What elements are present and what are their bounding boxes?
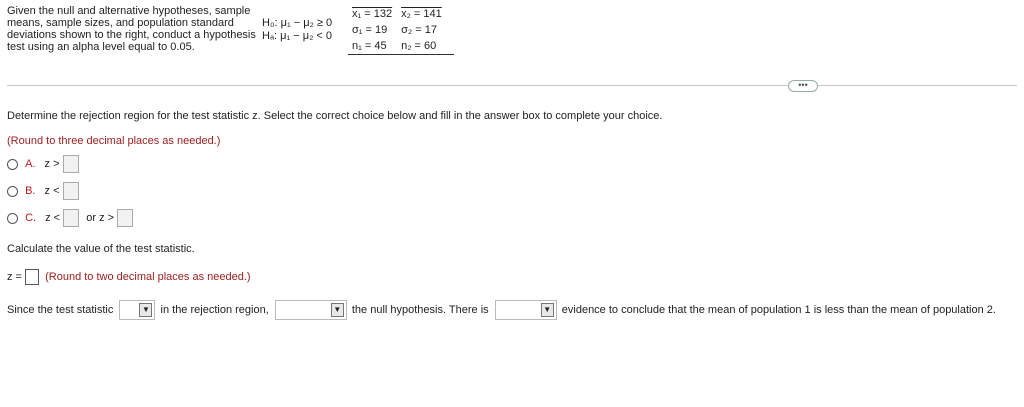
null-hypothesis: H₀: μ₁ − μ₂ ≥ 0 (262, 17, 333, 29)
problem-line-1: Given the null and alternative hypotheses, sample (7, 5, 251, 17)
more-options-button[interactable]: ••• (788, 80, 818, 92)
sample-mean-2: x₂ = 141 (401, 8, 442, 20)
section-divider (7, 85, 1017, 86)
sample-size-2: n₂ = 60 (401, 40, 437, 52)
evidence-dropdown[interactable] (495, 300, 557, 320)
choice-c-radio[interactable] (7, 213, 18, 224)
question3-row (7, 300, 996, 320)
sample-stats-table (348, 6, 454, 55)
problem-statement (7, 5, 257, 53)
choice-a[interactable] (7, 155, 79, 173)
choice-a-letter: A. (25, 157, 36, 170)
sigma-2: σ₂ = 17 (401, 24, 437, 36)
question2-prompt: Calculate the value of the test statistic. (7, 243, 195, 255)
problem-line-4: test using an alpha level equal to 0.05. (7, 41, 195, 53)
choice-b-letter: B. (25, 184, 36, 197)
null-hypothesis-decision-dropdown[interactable] (275, 300, 347, 320)
choice-b-radio[interactable] (7, 186, 18, 197)
problem-line-3: deviations shown to the right, conduct a hypothesis (7, 29, 256, 41)
question2-note: (Round to two decimal places as needed.) (45, 270, 251, 283)
question3-part2: in the rejection region, (160, 304, 269, 316)
question1-prompt: Determine the rejection region for the test statistic z. Select the correct choice below and fill in the answer box to complete your choice. (7, 110, 663, 122)
test-statistic-prefix: z = (7, 270, 22, 283)
alternative-hypothesis: Hₐ: μ₁ − μ₂ < 0 (262, 30, 332, 42)
choice-c[interactable] (7, 209, 133, 227)
sample-size-1: n₁ = 45 (352, 40, 387, 52)
choice-b-answer-box[interactable] (63, 182, 79, 200)
problem-line-2: means, sample sizes, and population standard (7, 17, 234, 29)
choice-c-letter: C. (25, 211, 37, 224)
choice-a-answer-box[interactable] (63, 155, 79, 173)
sample-mean-1: x₁ = 132 (352, 8, 393, 20)
choice-a-radio[interactable] (7, 159, 18, 170)
choice-b-text: z < (44, 184, 60, 197)
question3-part1: Since the test statistic (7, 304, 114, 316)
choice-c-answer-box-upper[interactable] (117, 209, 133, 227)
question1-note: (Round to three decimal places as needed.) (7, 135, 221, 147)
test-statistic-location-dropdown[interactable] (119, 300, 155, 320)
sigma-1: σ₁ = 19 (352, 24, 388, 36)
test-statistic-input[interactable] (25, 269, 39, 285)
choice-a-text: z > (44, 157, 60, 170)
chevron-down-icon: ▼ (139, 303, 152, 317)
choice-c-text: z < (45, 211, 61, 224)
choice-b[interactable] (7, 182, 79, 200)
chevron-down-icon: ▼ (541, 303, 554, 317)
chevron-down-icon: ▼ (331, 303, 344, 317)
choice-c-text2: or z > (86, 211, 115, 224)
question3-part4: evidence to conclude that the mean of population 1 is less than the mean of population 2. (561, 304, 996, 316)
hypotheses (262, 17, 332, 43)
choice-c-answer-box-lower[interactable] (63, 209, 79, 227)
question2-row (7, 269, 251, 285)
question3-part3: the null hypothesis. There is (351, 304, 489, 316)
